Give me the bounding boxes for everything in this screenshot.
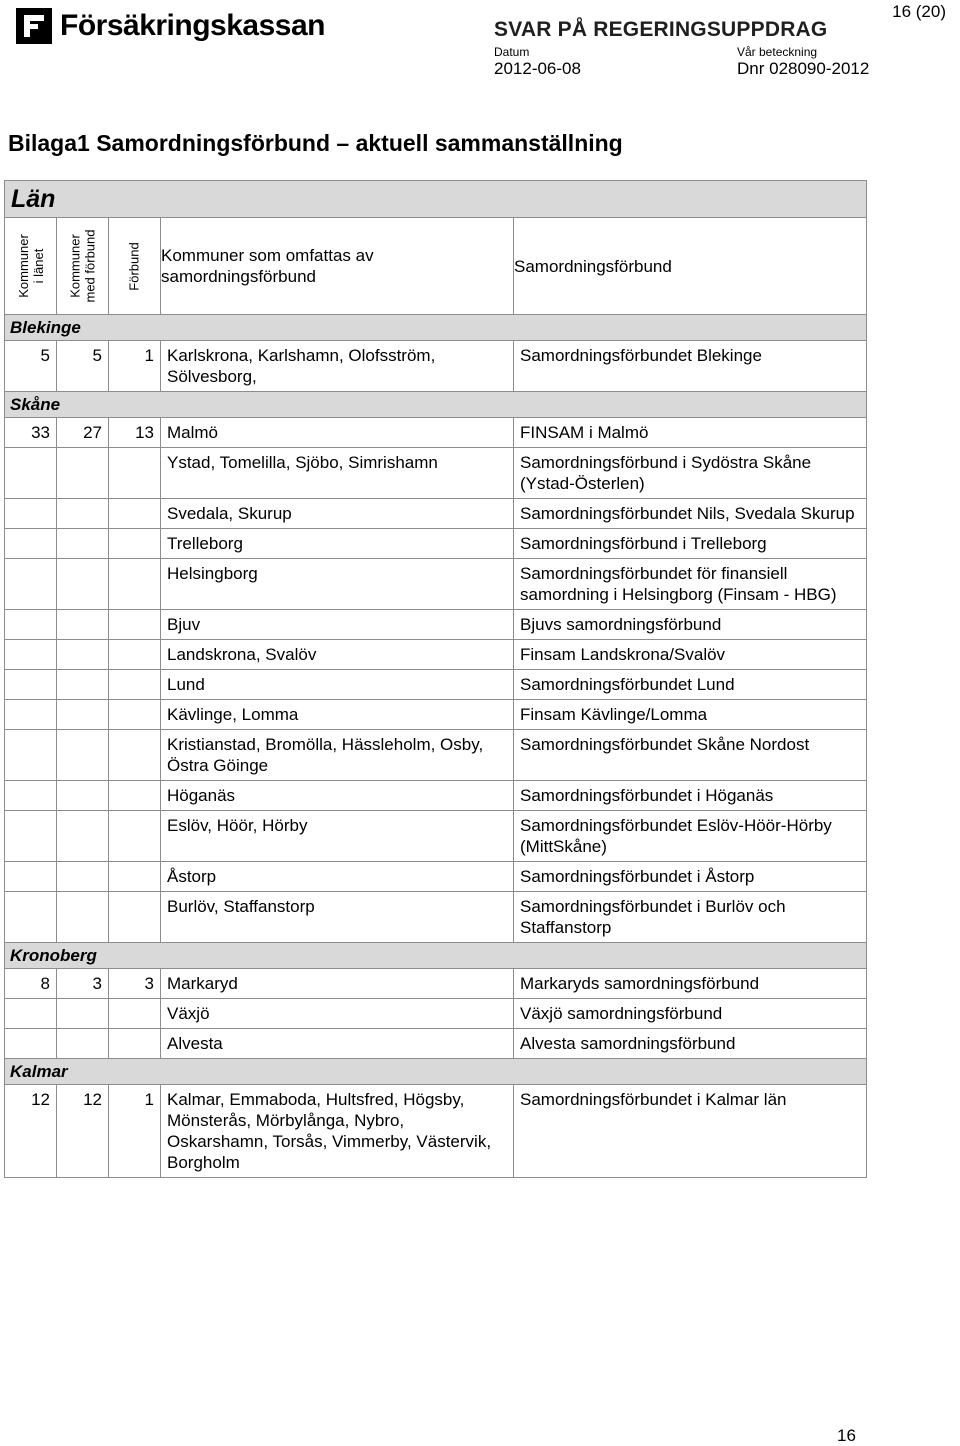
count-forbund: 1 <box>109 1085 161 1178</box>
table-row <box>5 862 867 892</box>
count-forbund: 3 <box>109 969 161 999</box>
logo <box>14 6 334 46</box>
count-kommuner-i-lanet <box>5 610 57 640</box>
forbund-cell: Samordningsförbundet Blekinge <box>514 341 867 392</box>
forbund-cell: Samordningsförbundet i Höganäs <box>514 781 867 811</box>
date-value: 2012-06-08 <box>494 59 581 78</box>
region-row <box>5 392 867 418</box>
kommuner-cell: Helsingborg <box>161 559 514 610</box>
kommuner-cell: Eslöv, Höör, Hörby <box>161 811 514 862</box>
count-kommuner-med-forbund <box>57 640 109 670</box>
table-row <box>5 811 867 862</box>
table-row <box>5 448 867 499</box>
col-header-forbund: Förbund <box>109 218 161 315</box>
count-kommuner-i-lanet <box>5 700 57 730</box>
region-name: Skåne <box>5 392 867 418</box>
forbund-cell: Samordningsförbund i Trelleborg <box>514 529 867 559</box>
count-kommuner-i-lanet: 12 <box>5 1085 57 1178</box>
count-forbund <box>109 499 161 529</box>
count-kommuner-med-forbund <box>57 862 109 892</box>
count-forbund <box>109 1029 161 1059</box>
kommuner-cell: Kristianstad, Bromölla, Hässleholm, Osby, Östra Göinge <box>161 730 514 781</box>
kommuner-cell: Trelleborg <box>161 529 514 559</box>
footer-page-number: 16 <box>837 1426 856 1445</box>
page-number: 16 (20) <box>892 2 946 21</box>
count-kommuner-i-lanet <box>5 640 57 670</box>
count-forbund <box>109 730 161 781</box>
count-kommuner-med-forbund <box>57 892 109 943</box>
logo-text: Försäkringskassan <box>60 9 325 42</box>
table-row <box>5 969 867 999</box>
forbund-cell: Finsam Kävlinge/Lomma <box>514 700 867 730</box>
count-kommuner-med-forbund <box>57 1029 109 1059</box>
count-kommuner-med-forbund: 27 <box>57 418 109 448</box>
count-forbund <box>109 862 161 892</box>
table-row <box>5 999 867 1029</box>
forbund-cell: Samordningsförbundet Eslöv-Höör-Hörby (MittSkåne) <box>514 811 867 862</box>
table-row <box>5 529 867 559</box>
count-forbund <box>109 670 161 700</box>
region-row <box>5 943 867 969</box>
kommuner-cell: Ystad, Tomelilla, Sjöbo, Simrishamn <box>161 448 514 499</box>
forbund-cell: Samordningsförbundet i Kalmar län <box>514 1085 867 1178</box>
kommuner-cell: Lund <box>161 670 514 700</box>
kommuner-cell: Kalmar, Emmaboda, Hultsfred, Högsby, Mönsterås, Mörbylånga, Nybro, Oskarshamn, Torsås, Vimmerby, Västervik, Borgholm <box>161 1085 514 1178</box>
logo-mark-icon <box>14 6 54 46</box>
forbund-cell: Samordningsförbundet Lund <box>514 670 867 700</box>
document-header <box>494 18 934 81</box>
forbund-cell: Växjö samordningsförbund <box>514 999 867 1029</box>
count-kommuner-med-forbund <box>57 670 109 700</box>
count-forbund <box>109 529 161 559</box>
count-kommuner-i-lanet <box>5 781 57 811</box>
kommuner-cell: Malmö <box>161 418 514 448</box>
count-kommuner-i-lanet <box>5 559 57 610</box>
count-kommuner-i-lanet <box>5 892 57 943</box>
kommuner-cell: Växjö <box>161 999 514 1029</box>
kommuner-cell: Markaryd <box>161 969 514 999</box>
kommuner-cell: Åstorp <box>161 862 514 892</box>
forbund-cell: Samordningsförbundet Skåne Nordost <box>514 730 867 781</box>
kommuner-cell: Burlöv, Staffanstorp <box>161 892 514 943</box>
forbund-cell: Samordningsförbundet i Burlöv och Staffanstorp <box>514 892 867 943</box>
count-kommuner-med-forbund <box>57 781 109 811</box>
count-kommuner-i-lanet: 33 <box>5 418 57 448</box>
table-row <box>5 700 867 730</box>
table-row <box>5 730 867 781</box>
kommuner-cell: Alvesta <box>161 1029 514 1059</box>
table-row <box>5 418 867 448</box>
count-forbund <box>109 781 161 811</box>
lan-header: Län <box>5 181 867 218</box>
kommuner-cell: Landskrona, Svalöv <box>161 640 514 670</box>
kommuner-cell: Höganäs <box>161 781 514 811</box>
count-kommuner-med-forbund <box>57 529 109 559</box>
count-kommuner-i-lanet <box>5 730 57 781</box>
count-kommuner-med-forbund: 3 <box>57 969 109 999</box>
table-row <box>5 640 867 670</box>
col-header-kommuner-med-forbund: Kommuner med förbund <box>57 218 109 315</box>
kommuner-cell: Karlskrona, Karlshamn, Olofsström, Sölvesborg, <box>161 341 514 392</box>
count-kommuner-med-forbund <box>57 610 109 640</box>
table-row <box>5 499 867 529</box>
table-row <box>5 559 867 610</box>
table-row <box>5 1085 867 1178</box>
col-header-kommuner-omfattas: Kommuner som omfattas av samordningsförbund <box>161 218 514 315</box>
count-kommuner-med-forbund <box>57 730 109 781</box>
count-forbund <box>109 892 161 943</box>
reference-label: Vår beteckning <box>737 45 818 59</box>
count-kommuner-i-lanet <box>5 999 57 1029</box>
count-kommuner-med-forbund: 12 <box>57 1085 109 1178</box>
count-forbund <box>109 448 161 499</box>
count-kommuner-i-lanet <box>5 1029 57 1059</box>
count-kommuner-med-forbund <box>57 700 109 730</box>
count-forbund: 13 <box>109 418 161 448</box>
count-kommuner-med-forbund <box>57 999 109 1029</box>
forbund-cell: Samordningsförbundet Nils, Svedala Skurup <box>514 499 867 529</box>
count-forbund <box>109 559 161 610</box>
forbund-cell: FINSAM i Malmö <box>514 418 867 448</box>
count-forbund <box>109 640 161 670</box>
count-forbund <box>109 700 161 730</box>
table-row <box>5 610 867 640</box>
count-kommuner-i-lanet <box>5 529 57 559</box>
page-title: Bilaga1 Samordningsförbund – aktuell sammanställning <box>8 130 623 156</box>
region-row <box>5 315 867 341</box>
forbund-cell: Samordningsförbundet i Åstorp <box>514 862 867 892</box>
count-kommuner-med-forbund <box>57 559 109 610</box>
count-kommuner-med-forbund <box>57 499 109 529</box>
col-header-samordningsforbund: Samordningsförbund <box>514 218 867 315</box>
table-row <box>5 892 867 943</box>
date-label: Datum <box>494 45 530 59</box>
region-name: Kronoberg <box>5 943 867 969</box>
count-kommuner-i-lanet <box>5 499 57 529</box>
region-name: Blekinge <box>5 315 867 341</box>
table-row <box>5 1029 867 1059</box>
table-row <box>5 781 867 811</box>
count-forbund <box>109 999 161 1029</box>
reference-value: Dnr 028090-2012 <box>737 59 870 78</box>
forbund-cell: Alvesta samordningsförbund <box>514 1029 867 1059</box>
forbund-cell: Finsam Landskrona/Svalöv <box>514 640 867 670</box>
count-kommuner-med-forbund <box>57 448 109 499</box>
lan-header-row <box>5 181 867 218</box>
table-row <box>5 670 867 700</box>
column-header-row <box>5 218 867 315</box>
count-kommuner-i-lanet: 8 <box>5 969 57 999</box>
forbund-cell: Bjuvs samordningsförbund <box>514 610 867 640</box>
forbund-cell: Samordningsförbundet för finansiell samordning i Helsingborg (Finsam - HBG) <box>514 559 867 610</box>
kommuner-cell: Bjuv <box>161 610 514 640</box>
count-kommuner-med-forbund: 5 <box>57 341 109 392</box>
region-name: Kalmar <box>5 1059 867 1085</box>
kommuner-cell: Kävlinge, Lomma <box>161 700 514 730</box>
col-header-kommuner-i-lanet: Kommuner i länet <box>5 218 57 315</box>
count-forbund <box>109 610 161 640</box>
municipality-table <box>4 180 867 1178</box>
count-forbund <box>109 811 161 862</box>
count-kommuner-i-lanet <box>5 862 57 892</box>
count-kommuner-i-lanet <box>5 811 57 862</box>
count-kommuner-i-lanet <box>5 670 57 700</box>
table-row <box>5 341 867 392</box>
count-kommuner-i-lanet <box>5 448 57 499</box>
count-forbund: 1 <box>109 341 161 392</box>
count-kommuner-i-lanet: 5 <box>5 341 57 392</box>
document-type: SVAR PÅ REGERINGSUPPDRAG <box>494 18 828 41</box>
forbund-cell: Markaryds samordningsförbund <box>514 969 867 999</box>
count-kommuner-med-forbund <box>57 811 109 862</box>
forbund-cell: Samordningsförbund i Sydöstra Skåne (Ystad-Österlen) <box>514 448 867 499</box>
region-row <box>5 1059 867 1085</box>
kommuner-cell: Svedala, Skurup <box>161 499 514 529</box>
